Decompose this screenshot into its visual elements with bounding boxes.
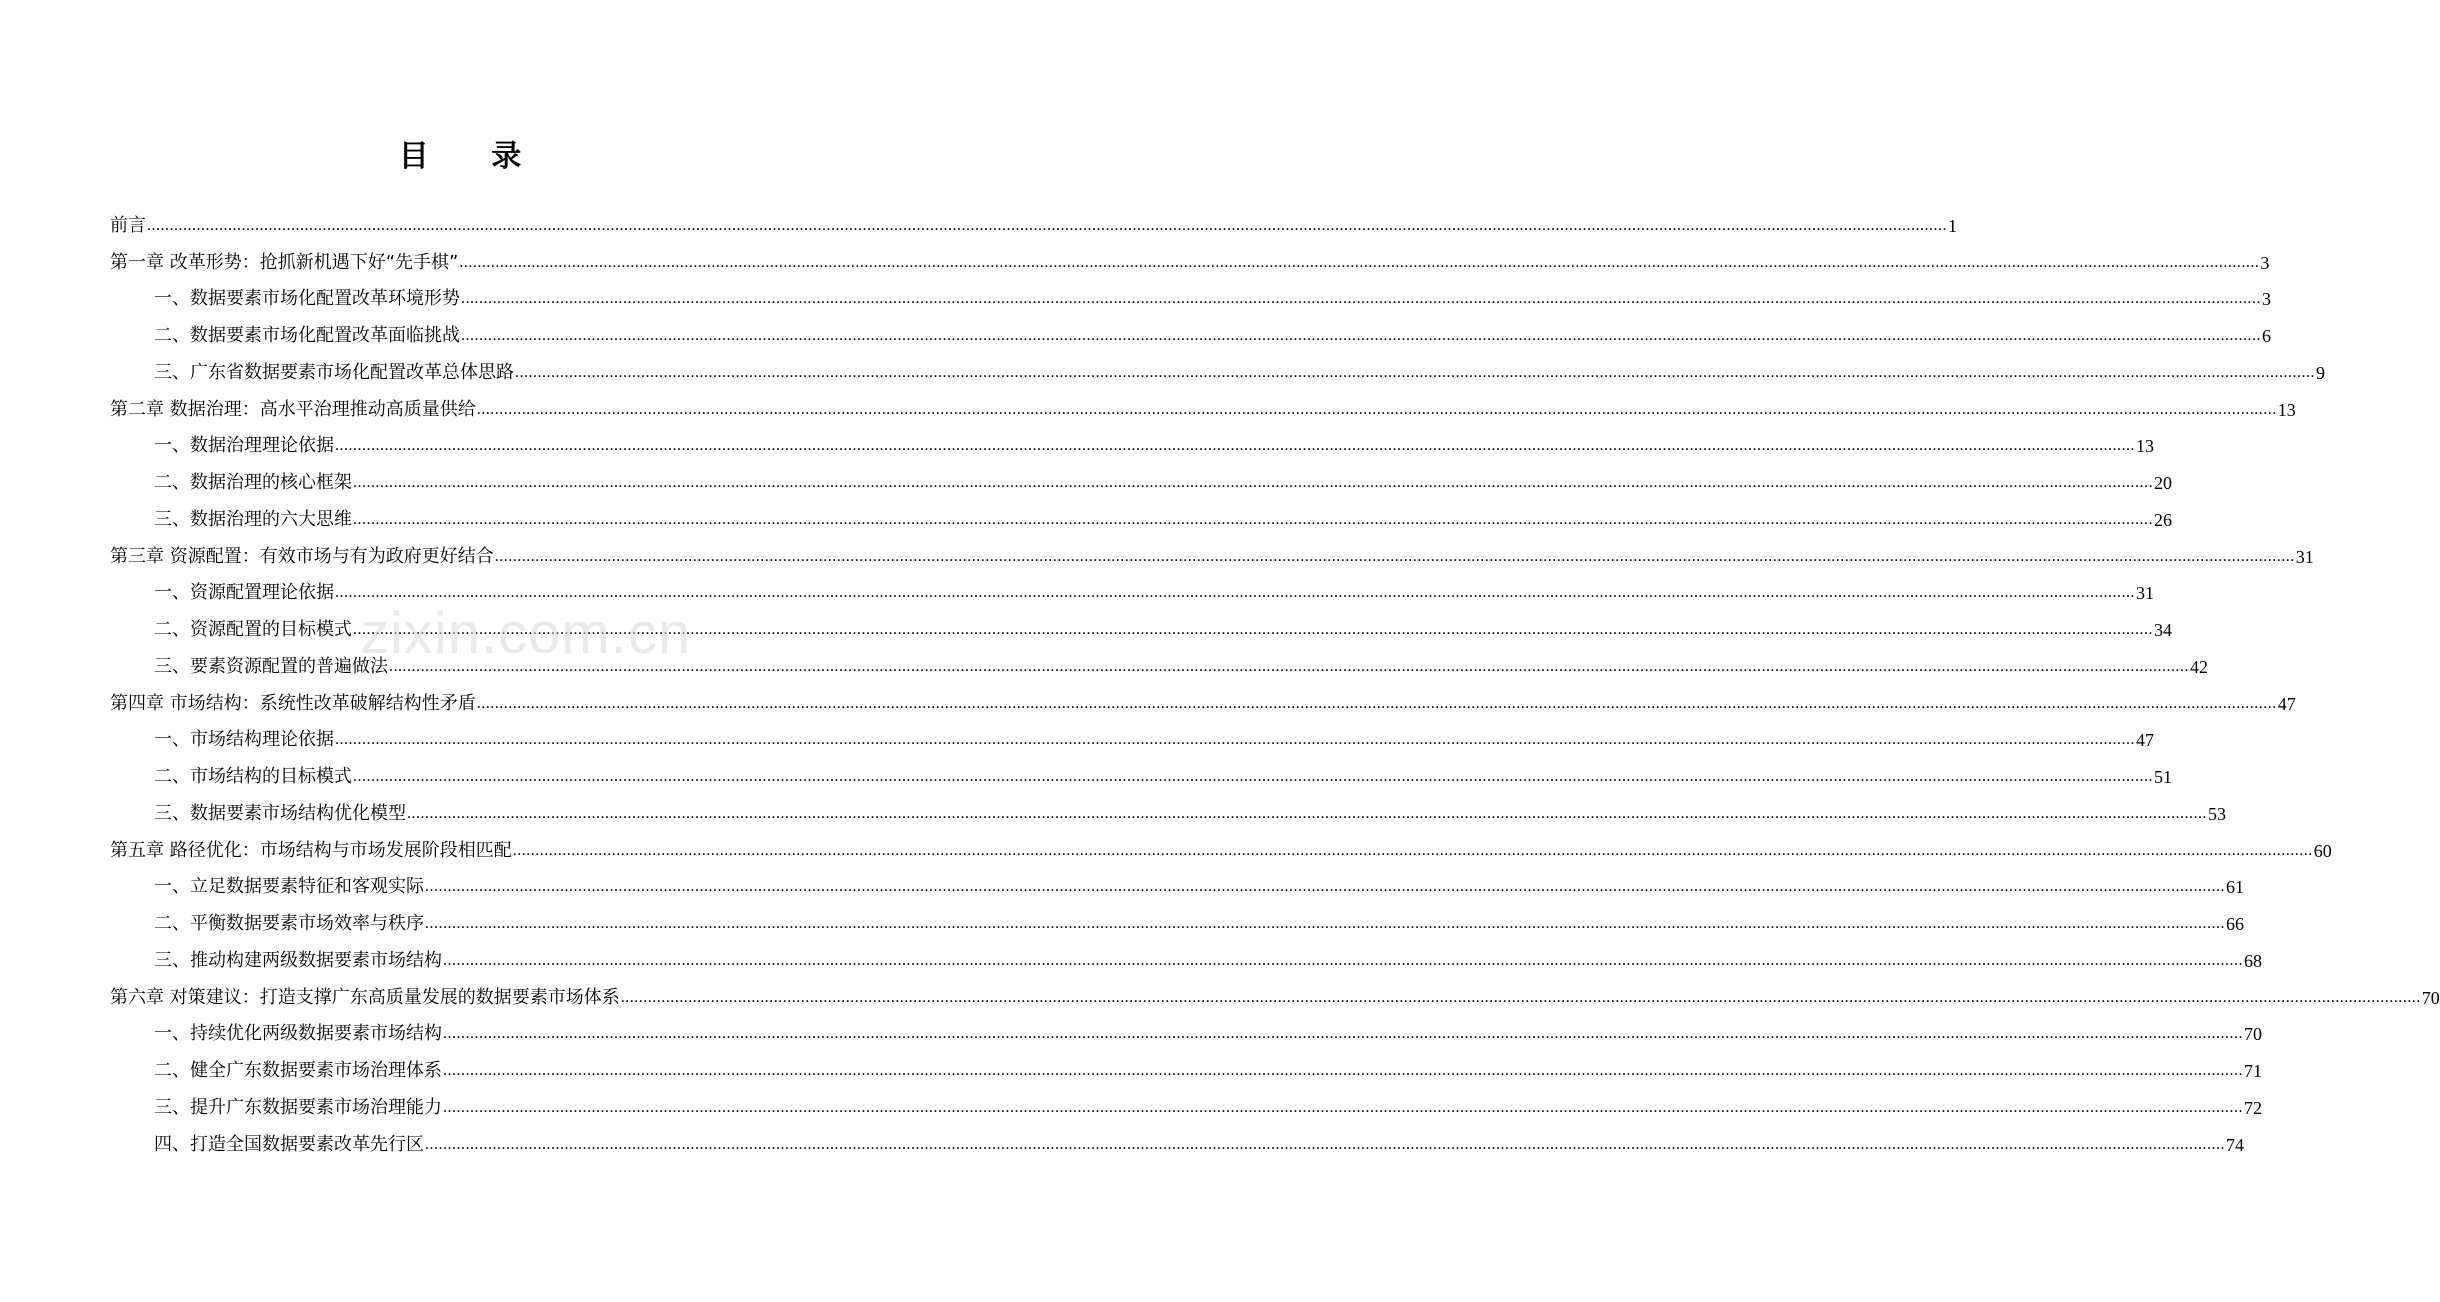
toc-entry-label: 第六章 对策建议：打造支撑广东高质量发展的数据要素市场体系 xyxy=(110,986,620,1008)
toc-dot-leader: ................................................................................................................................................................................................................................................................................................................................................................................................................ xyxy=(353,768,2153,785)
toc-dot-leader: ................................................................................................................................................................................................................................................................................................................................................................................................................ xyxy=(461,327,2261,344)
toc-entry-label: 二、健全广东数据要素市场治理体系 xyxy=(154,1060,442,1081)
toc-page-number: 70 xyxy=(2421,987,2440,1008)
toc-dot-leader: ................................................................................................................................................................................................................................................................................................................................................................................................................ xyxy=(335,584,2135,602)
toc-entry-label: 三、提升广东数据要素市场治理能力 xyxy=(154,1096,442,1118)
toc-dot-leader: ................................................................................................................................................................................................................................................................................................................................................................................................................ xyxy=(443,951,2243,969)
toc-dot-leader: ................................................................................................................................................................................................................................................................................................................................................................................................................ xyxy=(620,988,2421,1006)
toc-entry-label: 二、资源配置的目标模式 xyxy=(154,619,352,640)
toc-page-number: 1 xyxy=(1948,215,1957,236)
toc-dot-leader: ................................................................................................................................................................................................................................................................................................................................................................................................................ xyxy=(335,437,2135,455)
toc-entry-label: 二、平衡数据要素市场效率与秩序 xyxy=(154,913,424,934)
toc-dot-leader: ................................................................................................................................................................................................................................................................................................................................................................................................................ xyxy=(461,290,2261,308)
toc-page-number: 51 xyxy=(2154,767,2172,787)
toc-page-number: 47 xyxy=(2277,693,2296,714)
toc-page-number: 47 xyxy=(2136,730,2154,751)
toc-dot-leader: ................................................................................................................................................................................................................................................................................................................................................................................................................ xyxy=(147,216,1947,234)
toc-section-entry[interactable] xyxy=(110,571,2154,608)
toc-section-entry[interactable] xyxy=(110,277,2271,314)
toc-dot-leader: ................................................................................................................................................................................................................................................................................................................................................................................................................ xyxy=(425,1135,2225,1153)
toc-page-number: 61 xyxy=(2226,877,2244,898)
toc-dot-leader: ................................................................................................................................................................................................................................................................................................................................................................................................................ xyxy=(407,804,2207,822)
toc-page-number: 34 xyxy=(2154,620,2172,640)
toc-page-number: 53 xyxy=(2208,803,2226,824)
toc-section-entry[interactable] xyxy=(110,718,2154,755)
toc-dot-leader: ................................................................................................................................................................................................................................................................................................................................................................................................................ xyxy=(443,1025,2243,1043)
toc-dot-leader: ................................................................................................................................................................................................................................................................................................................................................................................................................ xyxy=(335,731,2135,749)
toc-section-entry[interactable] xyxy=(110,1122,2244,1159)
toc-dot-leader: ................................................................................................................................................................................................................................................................................................................................................................................................................ xyxy=(425,915,2225,932)
toc-dot-leader: ................................................................................................................................................................................................................................................................................................................................................................................................................ xyxy=(389,657,2189,675)
toc-chapter-entry[interactable] xyxy=(110,387,2296,424)
toc-entry-label: 一、数据要素市场化配置改革环境形势 xyxy=(154,288,460,310)
toc-page-number: 71 xyxy=(2244,1061,2262,1081)
watermark: zixin.com.cn xyxy=(360,601,692,666)
toc-page-number: 3 xyxy=(2262,289,2271,310)
toc-section-entry[interactable] xyxy=(110,791,2226,828)
toc-page-number: 6 xyxy=(2262,326,2271,346)
toc-entry-label: 四、打造全国数据要素改革先行区 xyxy=(154,1133,424,1155)
toc-chapter-entry[interactable] xyxy=(110,828,2332,865)
toc-dot-leader: ................................................................................................................................................................................................................................................................................................................................................................................................................ xyxy=(353,621,2153,638)
toc-entry-label: 二、数据要素市场化配置改革面临挑战 xyxy=(154,325,460,346)
toc-dot-leader: ................................................................................................................................................................................................................................................................................................................................................................................................................ xyxy=(353,474,2153,491)
toc-section-entry[interactable] xyxy=(110,1048,2262,1085)
toc-entry-label: 一、持续优化两级数据要素市场结构 xyxy=(154,1023,442,1045)
toc-dot-leader: ................................................................................................................................................................................................................................................................................................................................................................................................................ xyxy=(353,510,2153,528)
toc-section-entry[interactable] xyxy=(110,865,2244,902)
toc-page-number: 72 xyxy=(2244,1097,2262,1118)
toc-section-entry[interactable] xyxy=(110,460,2172,497)
toc-page-number: 68 xyxy=(2244,950,2262,971)
toc-entry-label: 三、推动构建两级数据要素市场结构 xyxy=(154,949,442,971)
toc-entry-label: 三、数据要素市场结构优化模型 xyxy=(154,802,406,824)
toc-page-number: 60 xyxy=(2313,840,2332,861)
toc-entry-label: 一、立足数据要素特征和客观实际 xyxy=(154,876,424,898)
toc-page-number: 42 xyxy=(2190,656,2208,677)
toc-section-entry[interactable] xyxy=(110,754,2172,791)
toc-title: 目 录 xyxy=(398,139,548,174)
toc-page-number: 31 xyxy=(2136,583,2154,604)
toc-entry-label: 三、要素资源配置的普遍做法 xyxy=(154,655,388,677)
toc-entry-label: 一、数据治理理论依据 xyxy=(154,435,334,457)
toc-entry-label: 三、广东省数据要素市场化配置改革总体思路 xyxy=(154,361,514,383)
toc-dot-leader: ................................................................................................................................................................................................................................................................................................................................................................................................................ xyxy=(515,363,2315,381)
toc-entry-label: 第五章 路径优化：市场结构与市场发展阶段相匹配 xyxy=(110,839,512,861)
toc-dot-leader: ................................................................................................................................................................................................................................................................................................................................................................................................................ xyxy=(443,1062,2243,1079)
toc-page-number: 66 xyxy=(2226,914,2244,934)
toc-entry-label: 第三章 资源配置：有效市场与有为政府更好结合 xyxy=(110,545,494,567)
toc-section-entry[interactable] xyxy=(110,938,2262,975)
toc-chapter-entry[interactable] xyxy=(110,240,2270,277)
toc-chapter-entry[interactable] xyxy=(110,975,2440,1012)
toc-dot-leader: ................................................................................................................................................................................................................................................................................................................................................................................................................ xyxy=(443,1098,2243,1116)
toc-entry-label: 二、数据治理的核心框架 xyxy=(154,472,352,493)
toc-page-number: 70 xyxy=(2244,1024,2262,1045)
toc-chapter-entry[interactable] xyxy=(110,203,1957,240)
toc-entry-label: 第一章 改革形势：抢抓新机遇下好“先手棋” xyxy=(110,251,459,273)
toc-dot-leader: ................................................................................................................................................................................................................................................................................................................................................................................................................ xyxy=(476,400,2277,418)
toc-dot-leader: ................................................................................................................................................................................................................................................................................................................................................................................................................ xyxy=(459,253,2260,271)
toc-entry-label: 第四章 市场结构：系统性改革破解结构性矛盾 xyxy=(110,692,476,714)
toc-section-entry[interactable] xyxy=(110,901,2244,938)
toc-section-entry[interactable] xyxy=(110,607,2172,644)
toc-dot-leader: ................................................................................................................................................................................................................................................................................................................................................................................................................ xyxy=(512,841,2313,859)
toc-entry-label: 一、市场结构理论依据 xyxy=(154,729,334,751)
toc-page-number: 13 xyxy=(2136,436,2154,457)
toc-section-entry[interactable] xyxy=(110,313,2271,350)
toc-dot-leader: ................................................................................................................................................................................................................................................................................................................................................................................................................ xyxy=(425,878,2225,896)
toc-page-number: 26 xyxy=(2154,509,2172,530)
toc-dot-leader: ................................................................................................................................................................................................................................................................................................................................................................................................................ xyxy=(494,547,2295,565)
toc-page-number: 13 xyxy=(2277,399,2296,420)
toc-section-entry[interactable] xyxy=(110,497,2172,534)
toc-entry-label: 二、市场结构的目标模式 xyxy=(154,766,352,787)
toc-entry-label: 前言 xyxy=(110,214,146,236)
toc-entry-label: 第二章 数据治理：高水平治理推动高质量供给 xyxy=(110,398,476,420)
toc-entry-label: 一、资源配置理论依据 xyxy=(154,582,334,604)
toc-dot-leader: ................................................................................................................................................................................................................................................................................................................................................................................................................ xyxy=(476,694,2277,712)
table-of-contents xyxy=(110,203,2440,1159)
toc-section-entry[interactable] xyxy=(110,350,2325,387)
toc-page-number: 9 xyxy=(2316,362,2325,383)
toc-section-entry[interactable] xyxy=(110,1085,2262,1122)
toc-chapter-entry[interactable] xyxy=(110,534,2314,571)
toc-page-number: 20 xyxy=(2154,473,2172,493)
toc-page-number: 31 xyxy=(2295,546,2314,567)
toc-page-number: 74 xyxy=(2226,1134,2244,1155)
toc-chapter-entry[interactable] xyxy=(110,681,2296,718)
toc-section-entry[interactable] xyxy=(110,644,2208,681)
toc-entry-label: 三、数据治理的六大思维 xyxy=(154,508,352,530)
toc-section-entry[interactable] xyxy=(110,424,2154,461)
toc-section-entry[interactable] xyxy=(110,1012,2262,1049)
toc-page-number: 3 xyxy=(2260,252,2270,273)
